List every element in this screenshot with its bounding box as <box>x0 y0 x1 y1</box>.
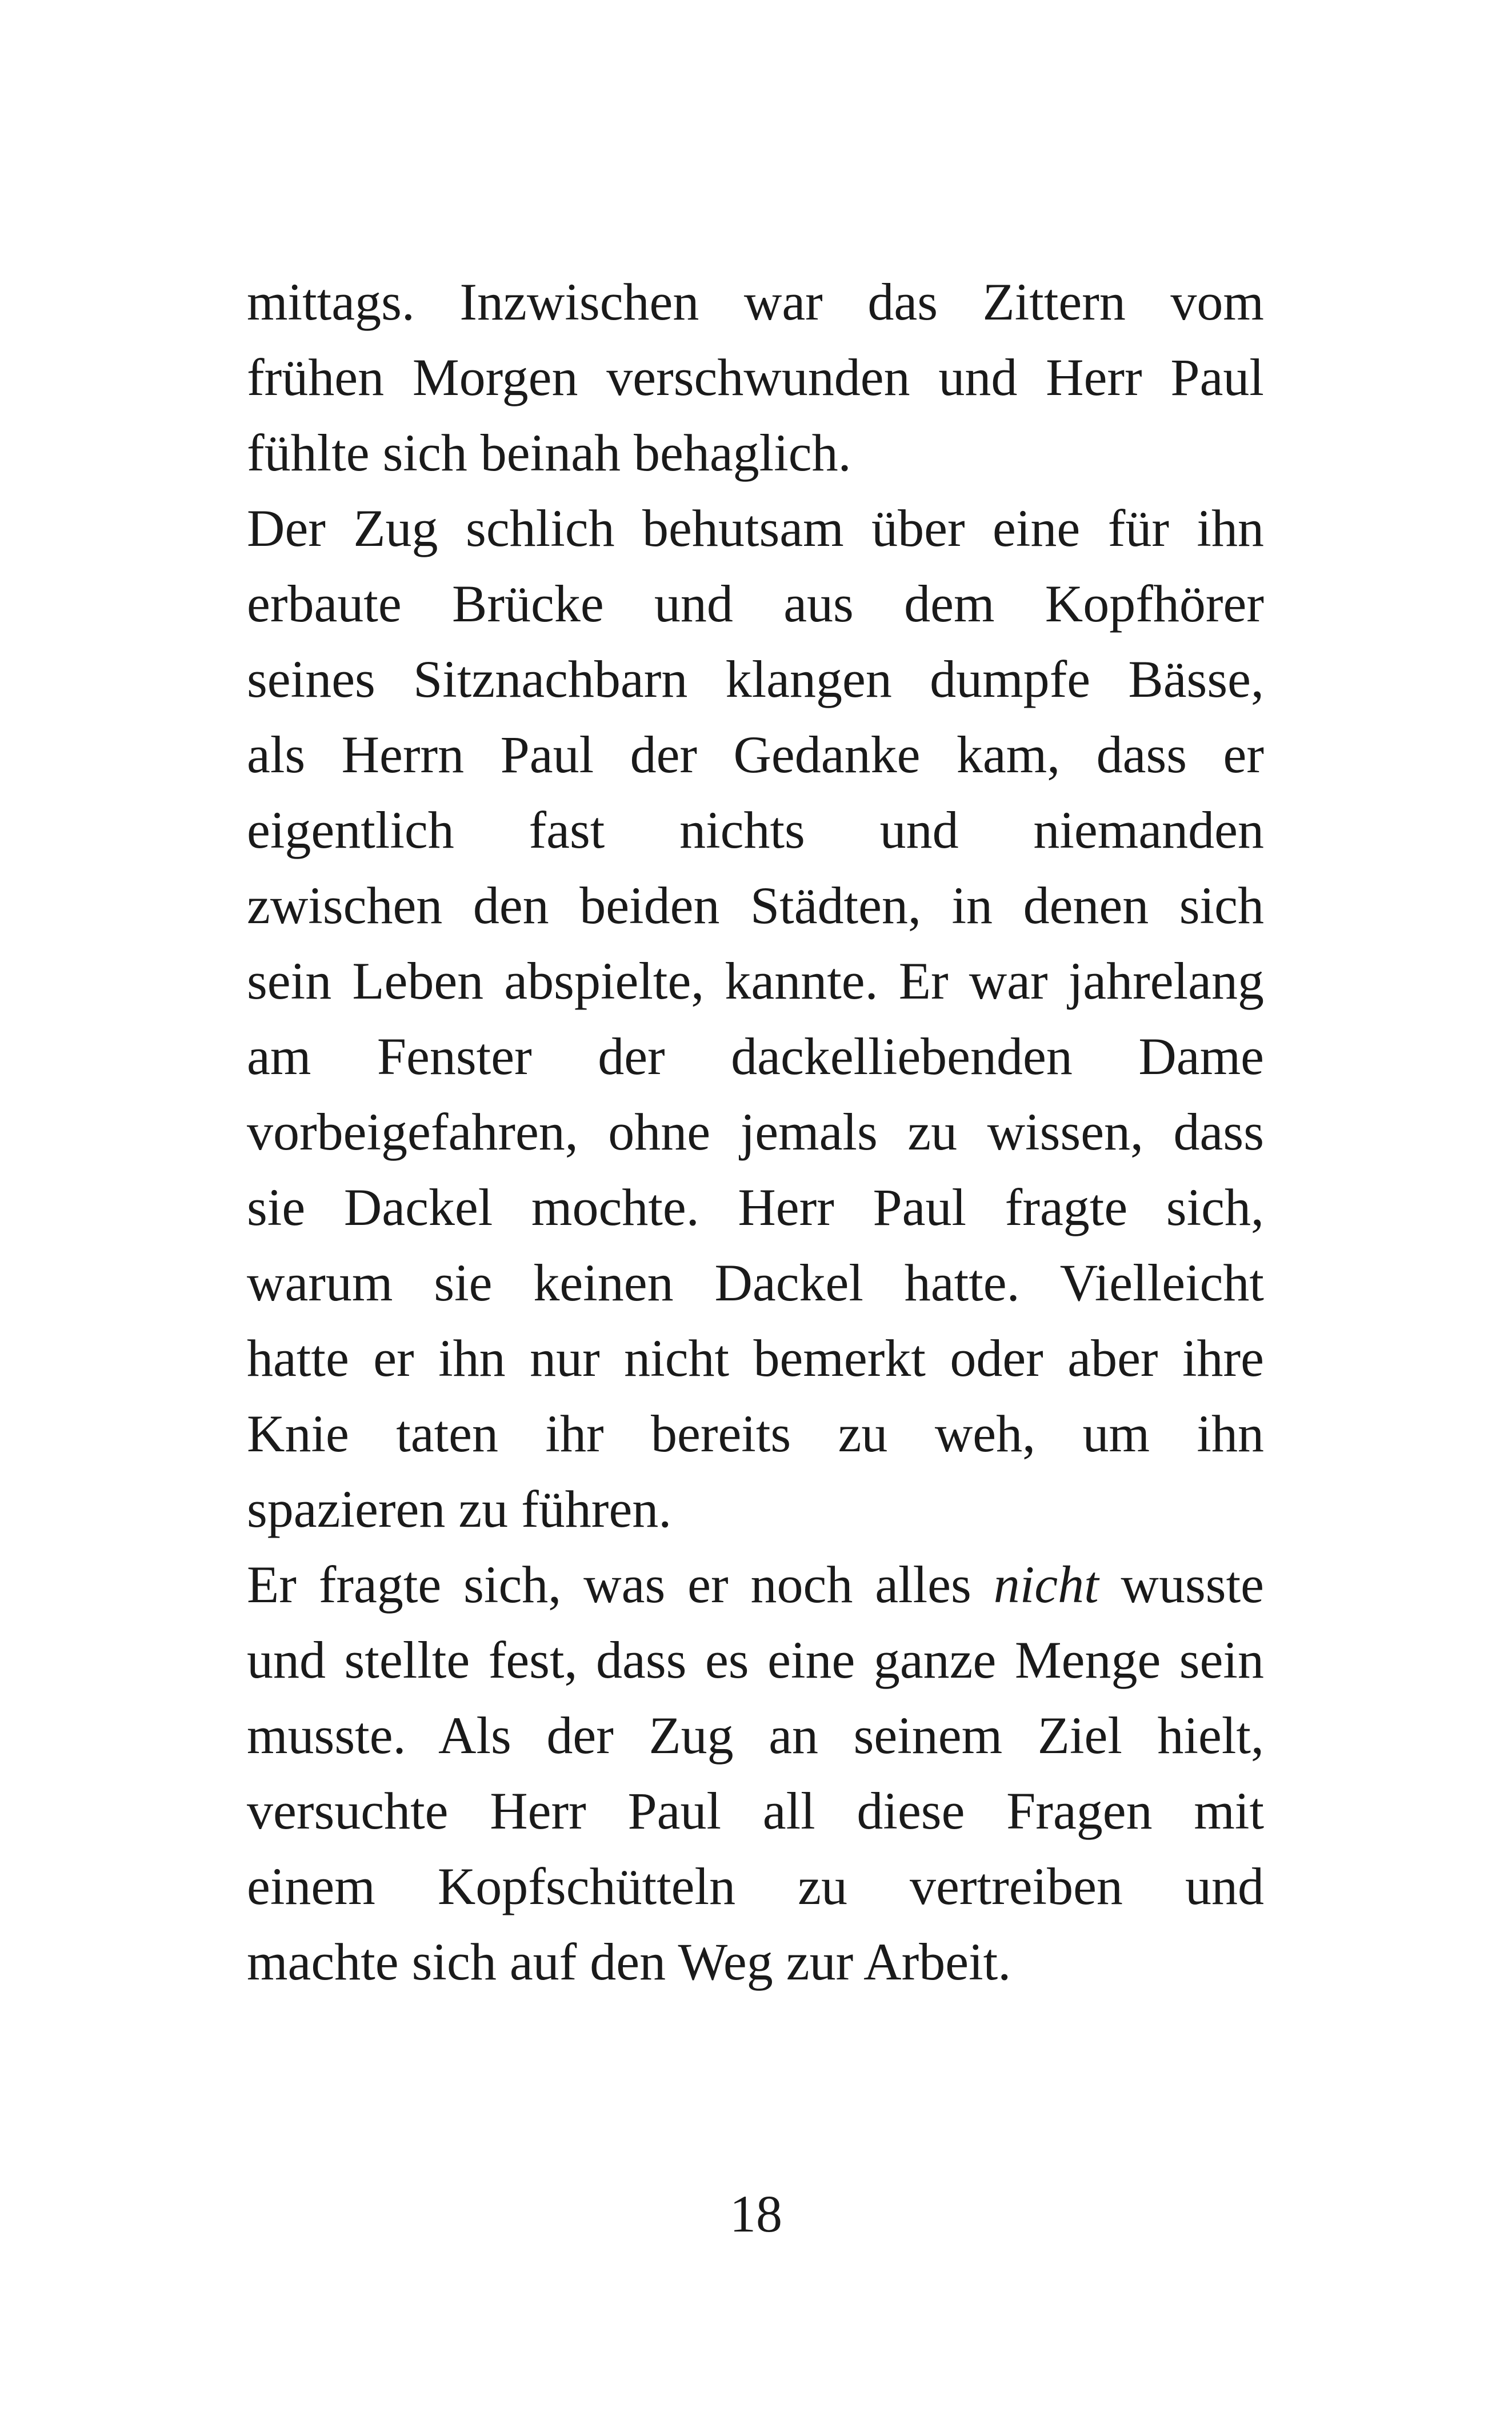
text-line: einem Kopfschütteln zu vertreiben und <box>247 1857 1264 1915</box>
text-line: frühen Morgen verschwunden und Herr Paul <box>247 348 1264 406</box>
text-line: fühlte sich beinah behaglich. <box>247 424 851 482</box>
text-line: seines Sitznachbarn klangen dumpfe Bässe, <box>247 650 1264 708</box>
text-line: und stellte fest, dass es eine ganze Menge sein <box>247 1631 1264 1689</box>
text-line: machte sich auf den Weg zur Arbeit. <box>247 1933 1011 1991</box>
text-line: erbaute Brücke und aus dem Kopfhörer <box>247 574 1264 633</box>
text-line: hatte er ihn nur nicht bemerkt oder aber ihre <box>247 1329 1264 1387</box>
text-line: warum sie keinen Dackel hatte. Vielleicht <box>247 1254 1264 1312</box>
text-line: spazieren zu führen. <box>247 1480 672 1538</box>
text-line: sein Leben abspielte, kannte. Er war jahrelang <box>247 952 1264 1010</box>
text-segment: wusste <box>1098 1555 1264 1614</box>
text-line <box>247 1547 1264 1622</box>
body-text <box>247 264 1264 1999</box>
text-line: am Fenster der dackelliebenden Dame <box>247 1027 1264 1085</box>
text-line: versuchte Herr Paul all diese Fragen mit <box>247 1782 1264 1840</box>
text-line: Knie taten ihr bereits zu weh, um ihn <box>247 1404 1264 1463</box>
emphasized-word: nicht <box>993 1555 1099 1614</box>
page-number: 18 <box>730 2185 782 2243</box>
text-line: Der Zug schlich behutsam über eine für ihn <box>247 499 1264 557</box>
text-line: zwischen den beiden Städten, in denen sich <box>247 876 1264 935</box>
text-line: vorbeigefahren, ohne jemals zu wissen, dass <box>247 1103 1264 1161</box>
text-line: eigentlich fast nichts und niemanden <box>247 801 1264 859</box>
text-segment: Er fragte sich, was er noch alles <box>247 1555 994 1614</box>
text-line: mittags. Inzwischen war das Zittern vom <box>247 273 1264 331</box>
text-line: sie Dackel mochte. Herr Paul fragte sich, <box>247 1178 1264 1236</box>
text-line: musste. Als der Zug an seinem Ziel hielt, <box>247 1706 1264 1765</box>
text-line: als Herrn Paul der Gedanke kam, dass er <box>247 725 1264 784</box>
